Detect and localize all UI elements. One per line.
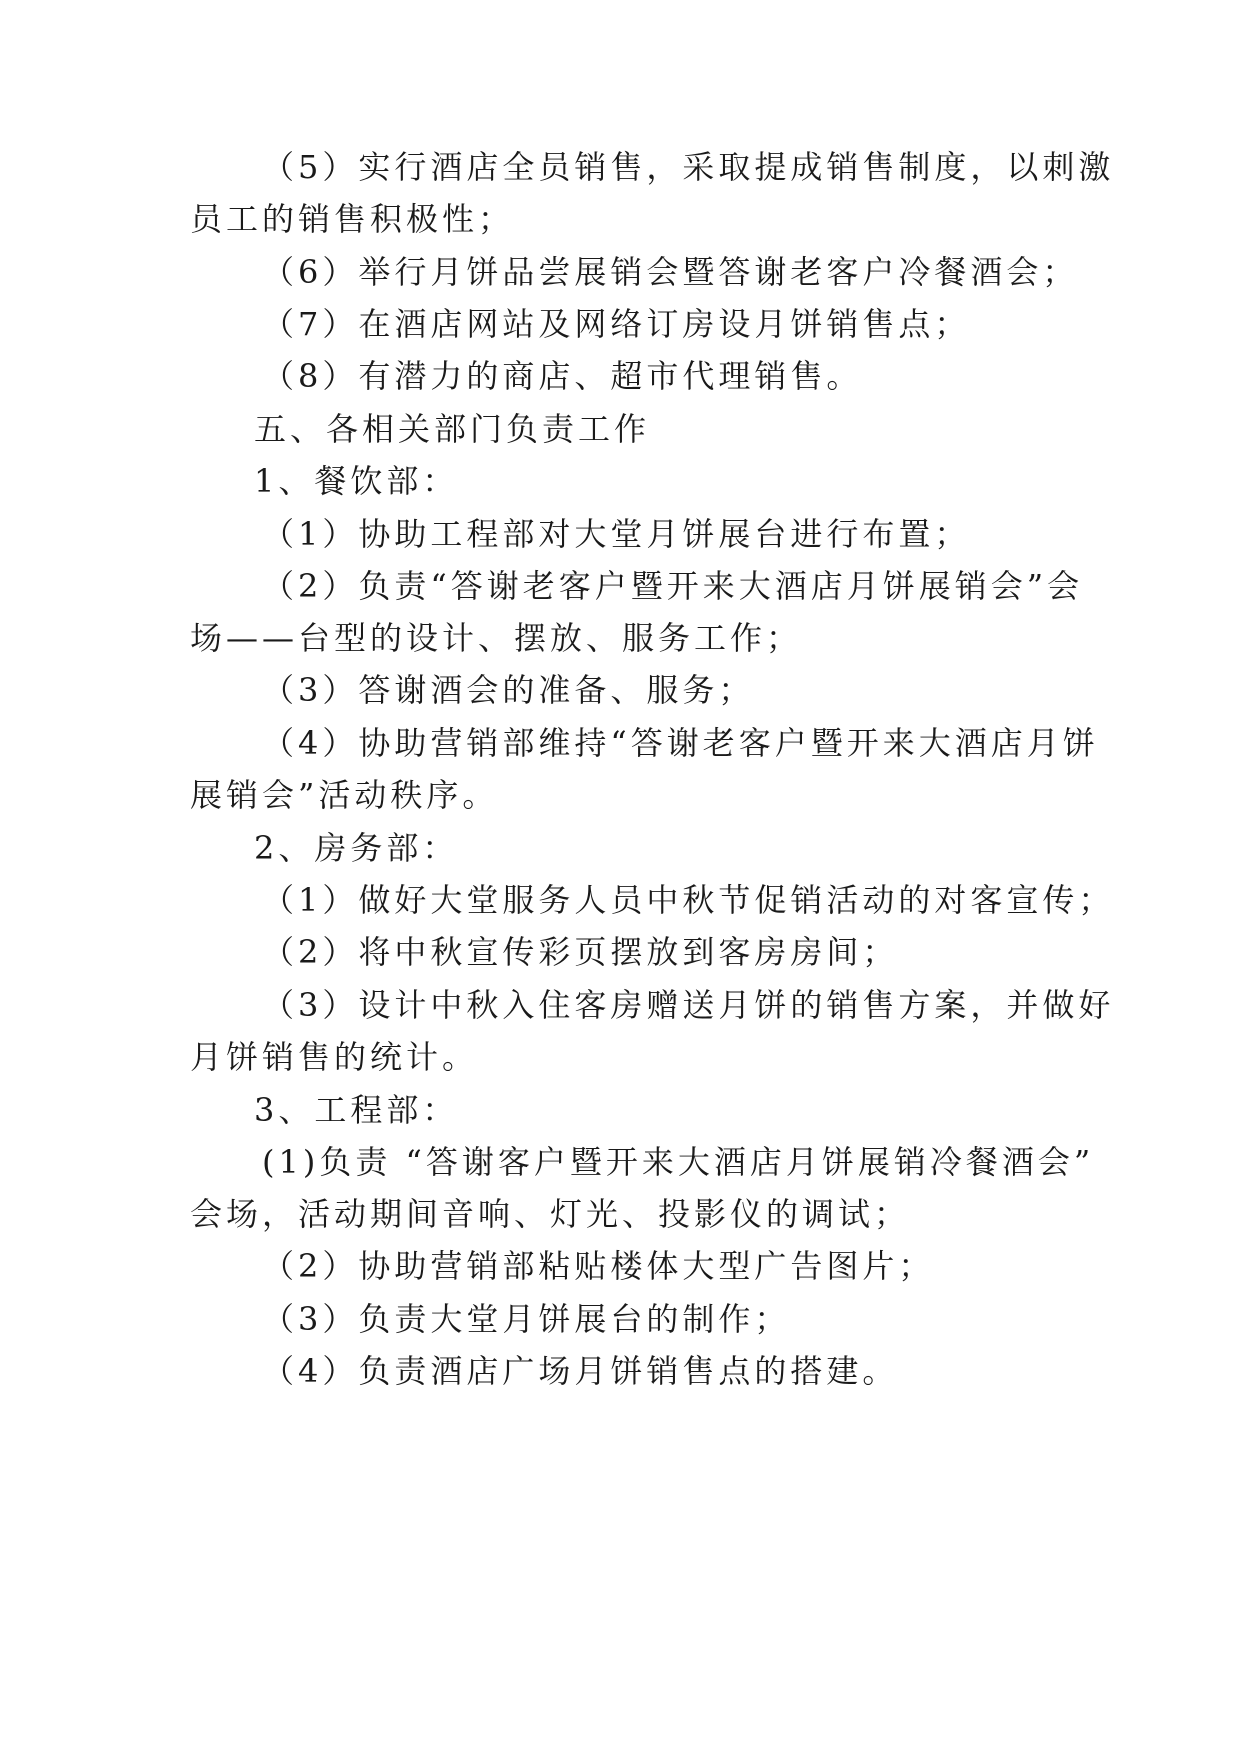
paragraph-line: 员工的销售积极性； — [190, 200, 515, 238]
paragraph-line: 展销会”活动秩序。 — [190, 776, 499, 814]
paragraph-line: 会场，活动期间音响、灯光、投影仪的调试； — [190, 1195, 911, 1233]
paragraph-line: (1)负责 “答谢客户暨开来大酒店月饼展销冷餐酒会” — [262, 1143, 1095, 1181]
subsection-heading: 2、房务部： — [254, 829, 459, 867]
paragraph-line: （2）协助营销部粘贴楼体大型广告图片； — [262, 1247, 935, 1285]
paragraph-line: （3）负责大堂月饼展台的制作； — [262, 1300, 791, 1338]
section-heading: 五、各相关部门负责工作 — [254, 410, 651, 448]
paragraph-line: （1）协助工程部对大堂月饼展台进行布置； — [262, 515, 971, 553]
paragraph-line: （1）做好大堂服务人员中秋节促销活动的对客宣传； — [262, 881, 1115, 919]
paragraph-line: （2）负责“答谢老客户暨开来大酒店月饼展销会”会 — [262, 567, 1084, 605]
subsection-heading: 3、工程部： — [254, 1091, 459, 1129]
paragraph-line: （2）将中秋宣传彩页摆放到客房房间； — [262, 933, 899, 971]
paragraph-line: （4）协助营销部维持“答谢老客户暨开来大酒店月饼 — [262, 724, 1099, 762]
paragraph-line: （4）负责酒店广场月饼销售点的搭建。 — [262, 1352, 899, 1390]
paragraph-line: （5）实行酒店全员销售，采取提成销售制度，以刺激 — [262, 148, 1115, 186]
paragraph-line: （3）答谢酒会的准备、服务； — [262, 671, 755, 709]
paragraph-line: （7）在酒店网站及网络订房设月饼销售点； — [262, 305, 971, 343]
paragraph-line: 月饼销售的统计。 — [190, 1038, 479, 1076]
paragraph-line: 场——台型的设计、摆放、服务工作； — [190, 619, 803, 657]
paragraph-line: （6）举行月饼品尝展销会暨答谢老客户冷餐酒会； — [262, 253, 1079, 291]
paragraph-line: （8）有潜力的商店、超市代理销售。 — [262, 357, 863, 395]
paragraph-line: （3）设计中秋入住客房赠送月饼的销售方案，并做好 — [262, 986, 1115, 1024]
subsection-heading: 1、餐饮部： — [254, 462, 459, 500]
